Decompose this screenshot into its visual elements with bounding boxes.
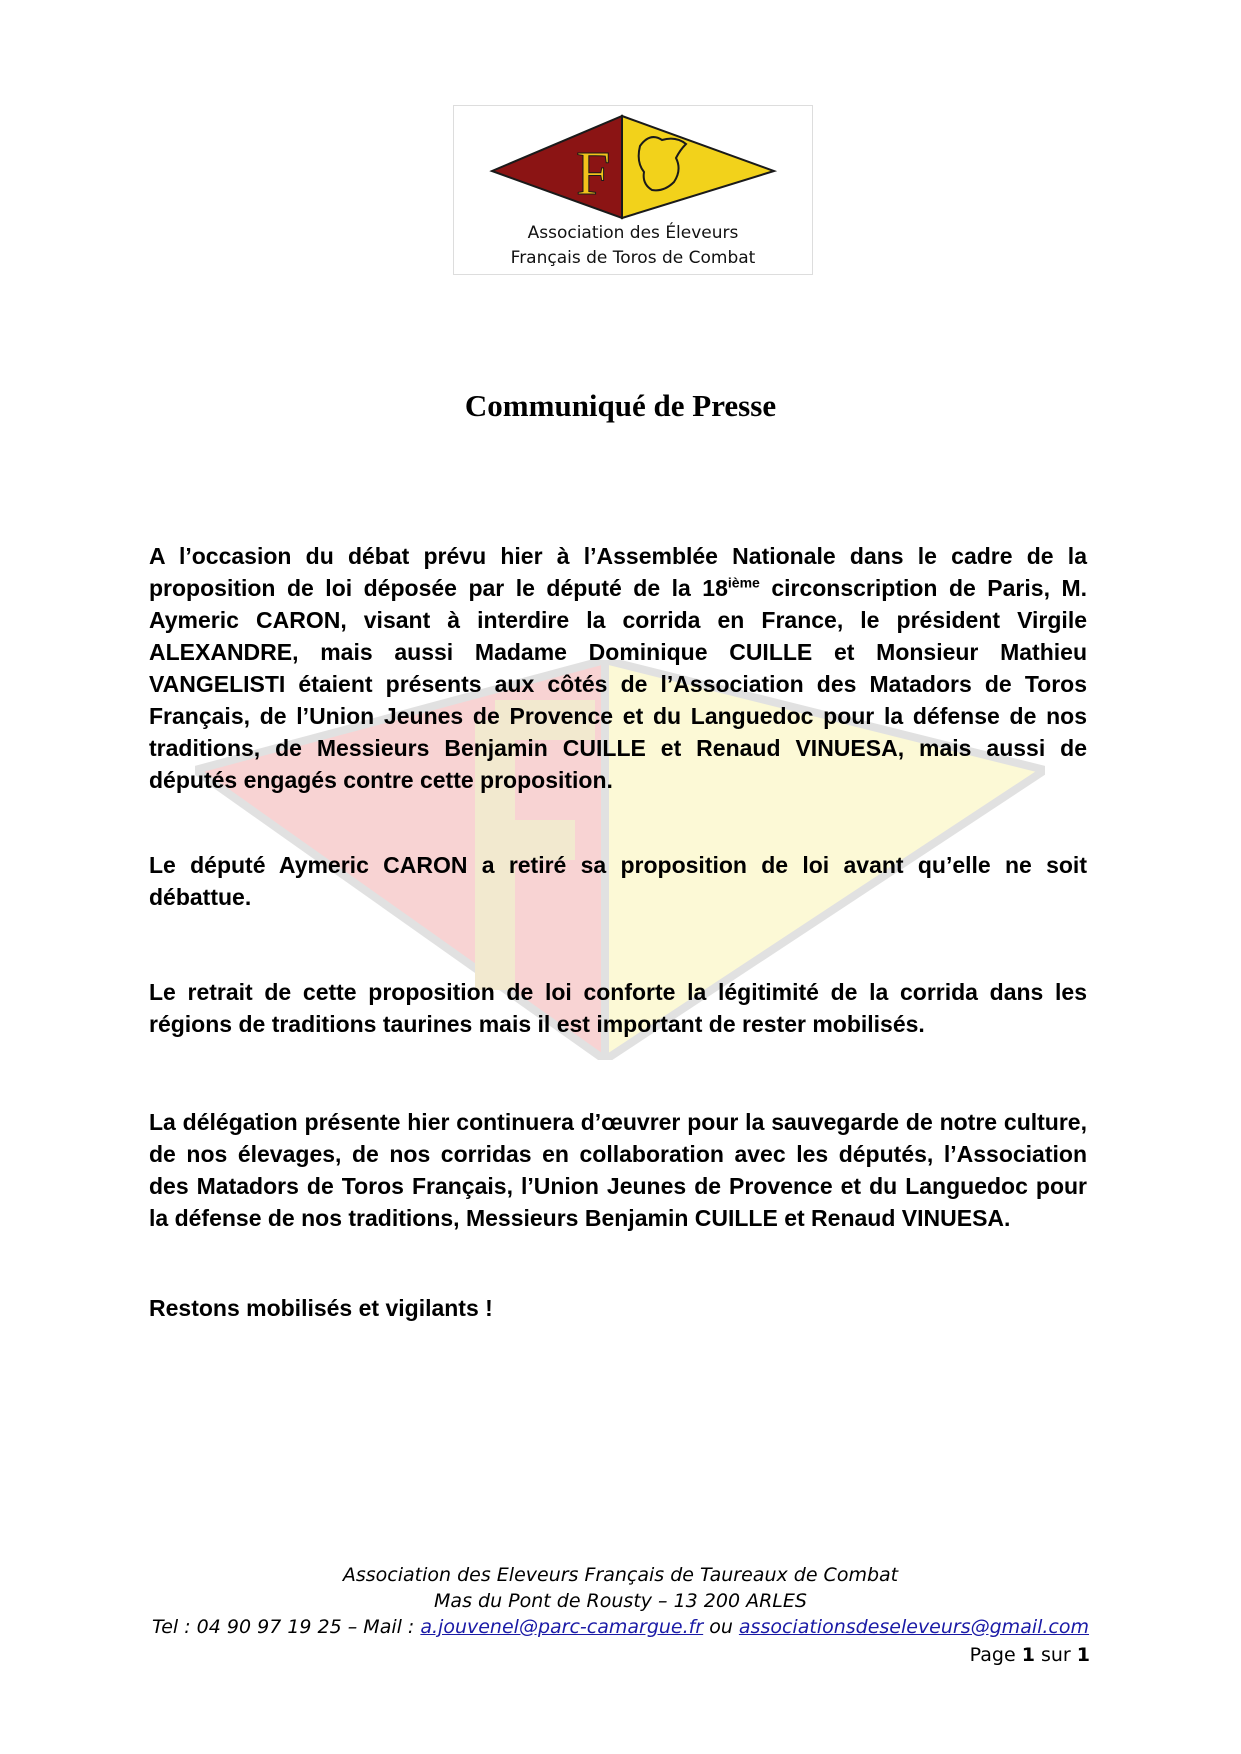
logo-line-2: Français de Toros de Combat: [510, 248, 756, 268]
footer-contact-line: [0, 1616, 1241, 1638]
footer-or: ou: [703, 1616, 739, 1638]
page-current: 1: [1021, 1644, 1035, 1666]
email-link-jouvenel[interactable]: a.jouvenel@parc-camargue.fr: [420, 1616, 704, 1638]
logo-line-1: Association des Éleveurs: [527, 223, 739, 243]
page-title: Communiqué de Presse: [464, 388, 777, 423]
page-sur: sur: [1034, 1644, 1077, 1666]
footer-line-2: Mas du Pont de Rousty – 13 200 ARLES: [434, 1590, 807, 1612]
page-total: 1: [1076, 1644, 1090, 1666]
paragraph-3: Le retrait de cette proposition de loi conforte la légitimité de la corrida dans les régions de traditions taurines mais il est important de rester mobilisés.: [149, 979, 1087, 1037]
paragraph-1: [149, 540, 1087, 796]
association-logo: [453, 105, 813, 275]
page-word: Page: [969, 1644, 1022, 1666]
page-number: [970, 1644, 1090, 1666]
paragraph-1-part-b: circonscription de Paris, M. Aymeric CARON, visant à interdire la corrida en France, le président Virgile ALEXANDRE, mais aussi Madame Dominique CUILLE et Monsieur Mathieu VANGELISTI étaient présents aux côtés de l’Association des Matadors de Toros Français, de l’Union Jeunes de Provence et du Languedoc pour la défense de nos traditions, de Messieurs Benjamin CUILLE et Renaud VINUESA, mais aussi de députés engagés contre cette proposition.: [149, 575, 1088, 793]
paragraph-1-part-a: A l’occasion du débat prévu hier à l’Assemblée Nationale dans le cadre de la proposition de loi déposée par le député de la 18: [149, 543, 1087, 601]
paragraph-2: Le député Aymeric CARON a retiré sa proposition de loi avant qu’elle ne soit débattue.: [149, 852, 1087, 910]
footer-tel: Tel : 04 90 97 19 25 – Mail :: [151, 1616, 421, 1638]
logo-letter: F: [576, 140, 611, 208]
paragraph-4: La délégation présente hier continuera d’œuvrer pour la sauvegarde de notre culture, de nos élevages, de nos corridas en collaboration avec les députés, l’Association des Matadors de Toros Français, l’Union Jeunes de Provence et du Languedoc pour la défense de nos traditions, Messieurs Benjamin CUILLE et Renaud VINUESA.: [149, 1109, 1087, 1231]
paragraph-1-superscript: ième: [727, 574, 760, 591]
paragraph-5: Restons mobilisés et vigilants !: [149, 1295, 493, 1321]
email-link-associations[interactable]: associationsdeseleveurs@gmail.com: [738, 1616, 1090, 1638]
footer-line-1: Association des Eleveurs Français de Taureaux de Combat: [342, 1564, 899, 1586]
